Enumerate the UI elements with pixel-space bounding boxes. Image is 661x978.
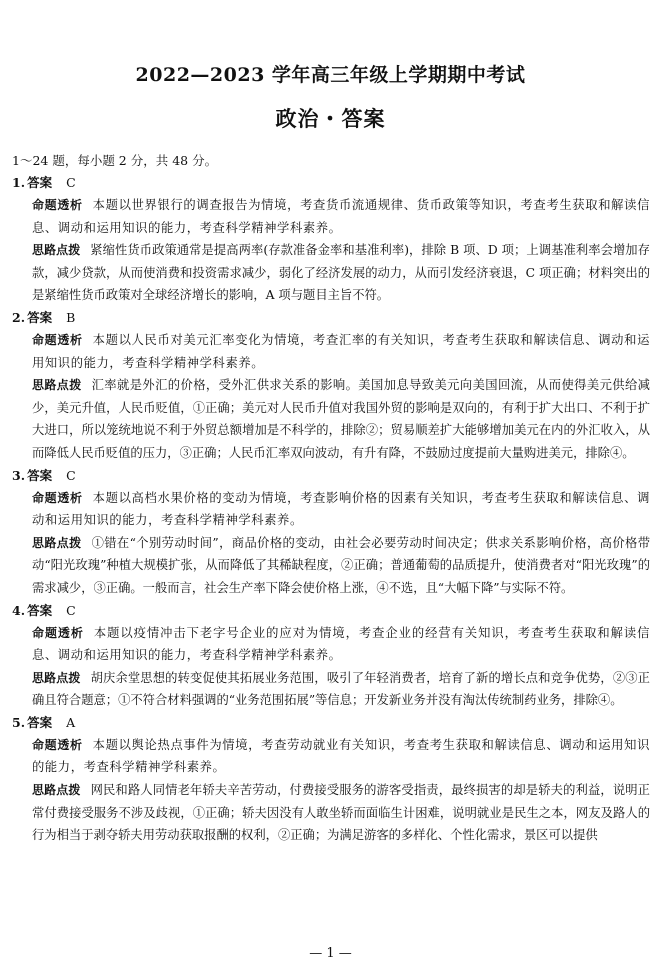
question-1	[12, 172, 650, 307]
question-2	[12, 307, 650, 465]
analysis-text: 本题以舆论热点事件为情境，考查劳动就业有关知识，考查考生获取和解读信息、调动和运用知识的能力，考查科学精神学科素养。	[32, 737, 650, 775]
hint-text: 紧缩性货币政策通常是提高两率(存款准备金率和基准利率)，排除 B 项、D 项；上调基准利率会增加存款，减少贷款，从而使消费和投资需求减少，弱化了经济发展的动力，从而引发经济衰退，C 项正确；材料突出的是紧缩性货币政策对全球经济增长的影响，A 项与题目主旨不符。	[32, 243, 650, 303]
answer-label: 答案	[27, 309, 53, 325]
analysis-text: 本题以世界银行的调查报告为情境，考查货币流通规律、货币政策等知识，考查考生获取和解读信息、调动和运用知识的能力，考查科学精神学科素养。	[32, 198, 650, 235]
analysis-paragraph	[12, 622, 650, 667]
question-number: 4.	[12, 602, 26, 618]
question-number: 1.	[12, 175, 26, 190]
answer-label: 答案	[27, 175, 53, 190]
analysis-paragraph	[12, 734, 650, 779]
question-number: 3.	[12, 467, 26, 483]
answer-value: C	[66, 175, 76, 190]
answer-header	[12, 307, 650, 329]
answer-header	[12, 465, 650, 487]
hint-text: ①错在“个别劳动时间”，商品价格的变动，由社会必要劳动时间决定；供求关系影响价格，高价格带动“阳光玫瑰”种植大规模扩张，从而降低了其稀缺程度，②正确；普通葡萄的品质提升，使消费者对“阳光玫瑰”的需求减少，③正确。一般而言，社会生产率下降会使价格上涨，④不选，且“大幅下降”与实际不符。	[32, 535, 650, 595]
answer-value: C	[66, 467, 76, 483]
answer-value: C	[66, 602, 76, 618]
hint-paragraph	[12, 667, 650, 712]
hint-text: 胡庆余堂思想的转变促使其拓展业务范围，吸引了年轻消费者，培育了新的增长点和竞争优势，②③正确且符合题意；①不符合材料强调的“业务范围拓展”等信息；开发新业务并没有淘汰传统制药业务，排除④。	[32, 670, 650, 708]
hint-paragraph	[12, 374, 650, 464]
answer-label: 答案	[27, 467, 53, 483]
analysis-label: 命题透析	[32, 625, 84, 640]
answer-label: 答案	[27, 714, 53, 730]
question-3	[12, 465, 650, 600]
hint-text: 汇率就是外汇的价格，受外汇供求关系的影响。美国加息导致美元向美国回流，从而使得美元供给减少，美元升值，人民币贬值，①正确；美元对人民币升值对我国外贸的影响是双向的，有利于扩大出口、不利于扩大进口，所以笼统地说不利于外贸总额增加是不科学的，排除②；贸易顺差扩大能够增加美元在内的外汇收入，从而降低人民币贬值的压力，③正确；人民币汇率双向波动，有升有降，不鼓励过度提前大量购进美元，排除④。	[32, 378, 650, 460]
hint-label: 思路点拨	[32, 243, 81, 258]
analysis-paragraph	[12, 194, 650, 239]
analysis-label: 命题透析	[32, 332, 83, 347]
analysis-text: 本题以疫情冲击下老字号企业的应对为情境，考查企业的经营有关知识，考查考生获取和解读信息、调动和运用知识的能力，考查科学精神学科素养。	[32, 625, 651, 663]
answer-value: A	[66, 714, 76, 730]
hint-label: 思路点拨	[32, 378, 82, 393]
answer-header	[12, 172, 650, 194]
hint-text: 网民和路人同情老年轿夫辛苦劳动，付费接受服务的游客受指责，最终损害的却是轿夫的利益，说明正常付费接受服务不涉及歧视，①正确；轿夫因没有人敢坐轿而面临生计困难，说明就业是民生之本，网友及路人的行为相当于剥夺轿夫用劳动获取报酬的权利，②正确；为满足游客的多样化、个性化需求，景区可以提供	[32, 783, 650, 843]
question-4	[12, 600, 650, 712]
hint-paragraph	[12, 779, 650, 847]
answer-value: B	[66, 309, 76, 325]
page-number: — 1 —	[309, 946, 352, 961]
analysis-label: 命题透析	[32, 490, 83, 505]
analysis-paragraph	[12, 329, 650, 374]
analysis-text: 本题以人民币对美元汇率变化为情境，考查汇率的有关知识，考查考生获取和解读信息、调动和运用知识的能力，考查科学精神学科素养。	[32, 332, 650, 370]
answer-header	[12, 712, 650, 734]
answer-label: 答案	[27, 602, 53, 618]
answer-header	[12, 600, 650, 622]
answer-list	[12, 172, 650, 847]
exam-title: 2022—2023 学年高三年级上学期期中考试	[135, 64, 526, 86]
scoring-instructions: 1～24 题，每小题 2 分，共 48 分。	[12, 153, 218, 168]
analysis-label: 命题透析	[32, 198, 83, 212]
question-number: 5.	[12, 714, 26, 730]
analysis-label: 命题透析	[32, 737, 83, 752]
exam-subtitle: 政治・答案	[275, 106, 386, 131]
hint-paragraph	[12, 532, 650, 600]
analysis-text: 本题以高档水果价格的变动为情境，考查影响价格的因素有关知识，考查考生获取和解读信息、调动和运用知识的能力，考查科学精神学科素养。	[32, 490, 650, 528]
hint-label: 思路点拨	[32, 783, 81, 798]
hint-label: 思路点拨	[32, 535, 82, 550]
question-5	[12, 712, 650, 847]
analysis-paragraph	[12, 487, 650, 532]
hint-paragraph	[12, 239, 650, 307]
hint-label: 思路点拨	[32, 670, 81, 685]
question-number: 2.	[12, 309, 26, 325]
